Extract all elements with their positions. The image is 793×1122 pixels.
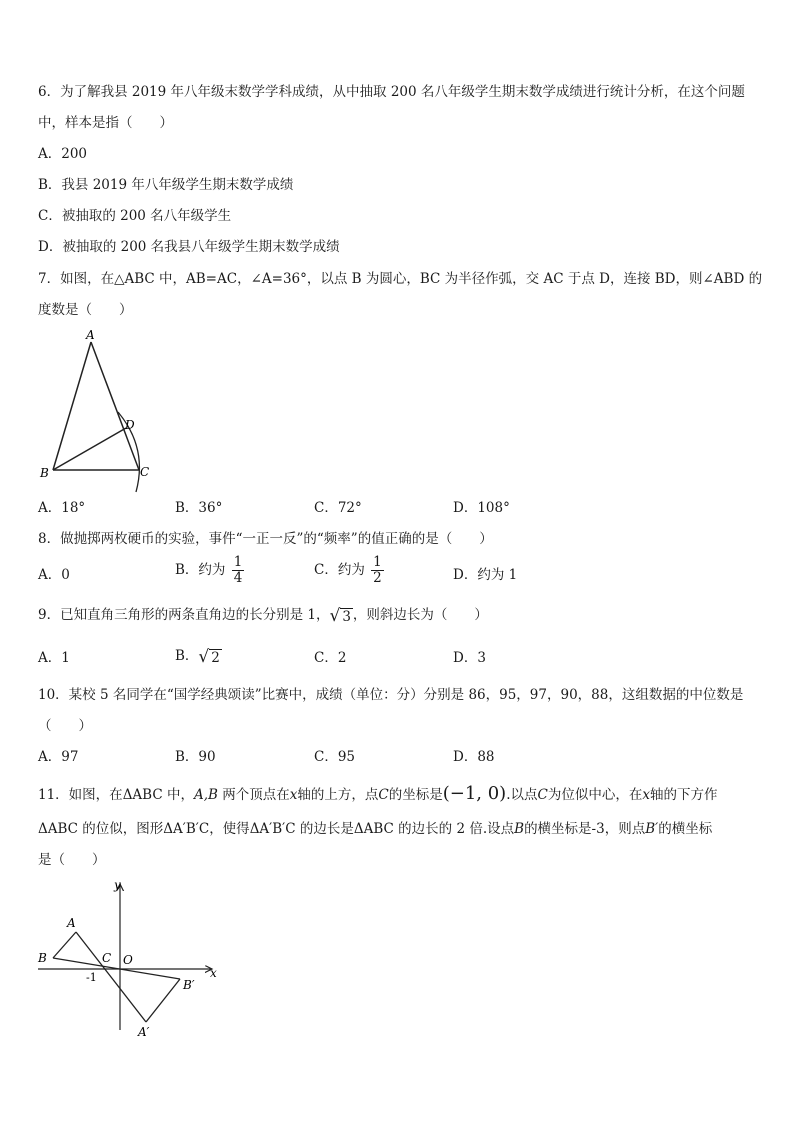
q11-label-c: C [102,951,112,965]
q9-option-b-prefix: B． [175,648,199,664]
q11-l2-f: 的边长是 [295,821,354,837]
q11-label-y: y [114,878,121,892]
q7-label-b: B [40,466,49,480]
q8-option-c-prefix: C．约为 [314,562,365,578]
q11-l1-l: C [537,787,548,803]
q11-l1-h: C [378,787,389,803]
q8-option-d: D．约为 1 [453,567,518,583]
q11-l1-a: 11．如图，在 [38,787,123,803]
q11-stem-line3: 是（ ） [38,852,106,868]
q9-radical-sign: √ [329,606,341,626]
q9-option-a: A．1 [38,650,70,666]
q9-option-b-radical-sign: √ [198,647,210,667]
q6-option-b: B．我县 2019 年八年级学生期末数学成绩 [38,177,294,193]
q9-stem [38,606,488,625]
q11-l1-f: x [289,787,298,803]
q9-option-c: C．2 [314,650,347,666]
q11-l2-b: 的位似，图形 [78,821,164,837]
q8-option-a: A．0 [38,567,70,583]
q6-option-c: C．被抽取的 200 名八年级学生 [38,208,232,224]
q11-coordinate-figure [34,878,224,1043]
q8-option-b-denominator: 4 [233,570,243,586]
q11-label-a-prime: A′ [138,1025,150,1039]
q9-radicand: 3 [342,609,351,625]
q7-option-c: C．72° [314,500,362,516]
q8-option-b-prefix: B．约为 [175,562,226,578]
q11-label-b-prime: B′ [183,978,195,992]
q11-l2-g: ΔABC [353,821,394,837]
q8-option-c-fraction [371,555,384,586]
q9-option-b-sqrt2 [198,647,221,666]
q11-l1-j: (−1, 0) [442,783,507,804]
q10-option-b: B．90 [175,749,216,765]
q7-option-d: D．108° [453,500,510,516]
q11-label-b: B [38,951,47,965]
q6-stem-line2: 中，样本是指（ ） [38,115,173,131]
q11-l1-i: 的坐标是 [388,787,443,803]
q9-option-b-radicand: 2 [211,650,220,666]
q11-l2-i: B [514,821,525,837]
q11-l1-n: x [642,787,650,803]
q8-option-c-numerator: 1 [373,554,382,570]
q8-option-b-numerator: 1 [233,554,243,570]
q7-triangle-figure [36,328,166,496]
q11-stem-line2 [38,820,712,838]
q8-option-b [175,555,244,586]
q11-l2-c: ΔA′B′C [163,821,210,837]
q11-l2-e: ΔA′B′C [249,821,296,837]
q6-stem-line1: 6．为了解我县 2019 年八年级末数学学科成绩，从中抽取 200 名八年级学生期末数学成绩进行统计分析，在这个问题 [38,84,745,100]
q11-l1-e: 两个顶点在 [217,787,290,803]
q11-label-minus-one: -1 [86,971,97,984]
q11-label-o: O [123,953,133,967]
q7-option-b: B．36° [175,500,223,516]
q7-option-a: A．18° [38,500,86,516]
q7-stem-line1: 7．如图，在△ABC 中，AB=AC，∠A=36°，以点 B 为圆心，BC 为半径作弧，交 AC 于点 D，连接 BD，则∠ABD 的 [38,271,763,287]
q9-option-b [175,647,222,666]
q10-option-c: C．95 [314,749,356,765]
q11-label-a: A [67,916,76,930]
q11-l1-b: ΔABC [122,787,163,803]
q11-l2-k: B′ [645,821,659,837]
q10-stem-line1: 10．某校 5 名同学在“国学经典颂读”比赛中，成绩（单位：分）分别是 86，95，97，90，88，这组数据的中位数是 [38,687,744,703]
q11-l2-j: 的横坐标是-3，则点 [524,821,646,837]
q9-sqrt3 [329,606,352,625]
q9-stem-suffix: ，则斜边长为（ ） [352,607,488,623]
q6-option-a: A．200 [38,146,88,162]
q9-stem-prefix: 9．已知直角三角形的两条直角边的长分别是 1， [38,607,330,623]
q11-l1-m: 为位似中心，在 [547,787,643,803]
q7-stem-line2: 度数是（ ） [38,302,133,318]
q11-l2-l: 的横坐标 [658,821,713,837]
q8-option-b-fraction [232,555,245,586]
q11-l1-o: 轴的下方作 [649,787,718,803]
q8-stem: 8．做抛掷两枚硬币的实验，事件“一正一反”的“频率”的值正确的是（ ） [38,531,493,547]
q11-l2-a: ΔABC [38,821,78,837]
q11-l2-d: ，使得 [209,821,250,837]
q11-l1-k: .以点 [506,787,538,803]
q7-label-a: A [86,328,95,342]
q9-option-d: D．3 [453,650,486,666]
q10-option-d: D．88 [453,749,495,765]
q11-label-x: x [210,966,217,980]
q11-l1-d: A,B [193,787,218,803]
q7-label-d: D [125,418,135,432]
q10-option-a: A．97 [38,749,79,765]
q7-label-c: C [140,465,150,479]
q11-stem-line1 [38,785,717,804]
q8-option-c [314,555,384,586]
q11-l1-g: 轴的上方，点 [297,787,379,803]
q11-l2-h: 的边长的 2 倍.设点 [393,821,515,837]
q6-option-d: D．被抽取的 200 名我县八年级学生期末数学成绩 [38,239,340,255]
q11-l1-c: 中， [162,787,194,803]
q8-option-c-denominator: 2 [373,570,382,586]
q10-stem-line2: （ ） [38,718,92,734]
